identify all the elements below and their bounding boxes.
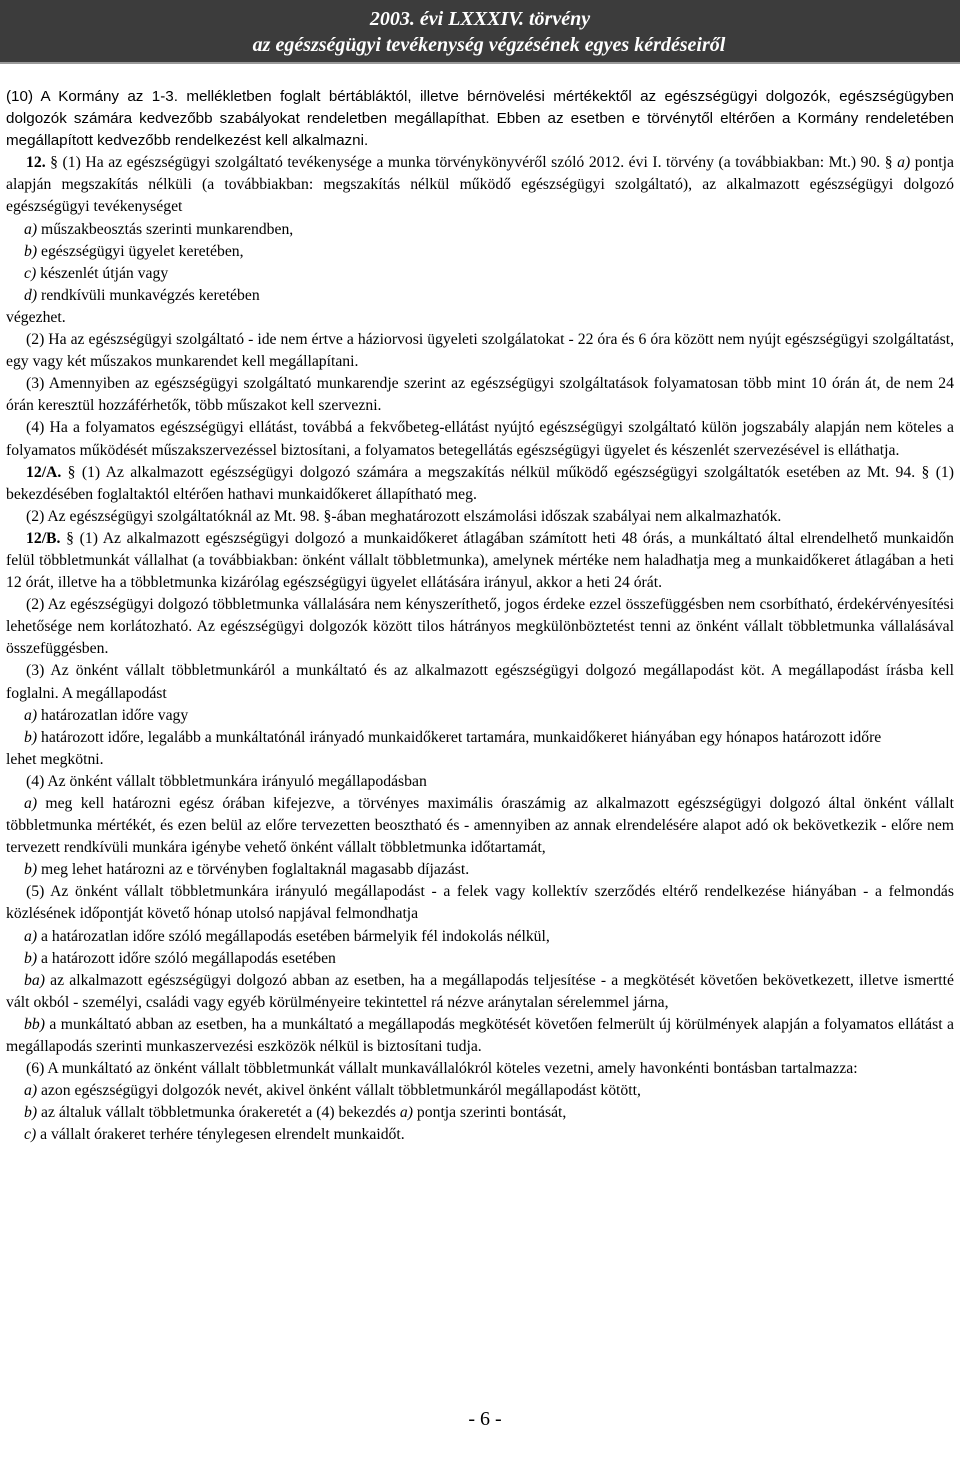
list-item-label: ba) [24,971,45,989]
list-item-text: határozatlan időre vagy [37,706,189,724]
list-item [6,285,954,307]
list-item [6,219,954,241]
list-item-label: a) [24,706,38,724]
section-12b-para-3: (3) Az önként vállalt többletmunkáról a munkáltató és az alkalmazott egészségügyi dolgozó megállapodást köt. A megállapodást írásba kell foglalni. A megállapodást [6,662,954,702]
section-12-text: § (1) Ha az egészségügyi szolgáltató tevékenysége a munka törvénykönyvéről szóló 2012. évi I. törvény (a továbbiakban: Mt.) 90. § [45,154,898,172]
list-item [6,926,954,948]
section-12-para-4: (4) Ha a folyamatos egészségügyi ellátást, továbbá a fekvőbeteg-ellátást nyújtó egészségügyi szolgáltató külön jogszabály alapján nem köteles a folyamatos működését műszakszervezéssel biztosítani, a folyamatos betegellátás egészségügyi ügyelet és készenlét szervezésével is elláthatja. [6,419,954,459]
document-header [0,0,960,62]
list-item-label: a) [24,220,38,238]
list-item-label: b) [24,861,38,879]
section-12b-para-5: (5) Az önként vállalt többletmunkára irányuló megállapodást - a felek vagy kollektív szerződés eltérő rendelkezése hiányában - a felmondás közlésének időpontját követő hónap utolsó napjával felmondhatja [6,883,954,923]
list-item [6,1080,954,1102]
list-item-label: a) [24,1082,38,1100]
section-12-para-1 [6,152,954,218]
list-item-label: c) [24,1126,37,1144]
list-item-text: készenlét útján vagy [36,264,169,282]
paragraph-10-text-cont: Ebben az esetben e törvénytől eltérően a Kormány rendeletében megállapított kedvezőbb rendelkezést kell alkalmazni. [6,110,955,150]
list-item-text: a munkáltató abban az esetben, ha a munkáltató a megállapodás megkötését követően felmerült új körülmények alapján a folyamatos ellátást a megállapodás szerinti munkaszervezési eszközök nélkül is biztosítani tudja. [6,1015,954,1056]
list-item-text-cont: pontja szerinti bontását, [412,1104,567,1122]
list-item [6,705,954,727]
list-item-text: a vállalt órakeret terhére ténylegesen elrendelt munkaidőt. [36,1126,405,1144]
list-item-label: b) [24,949,38,967]
list-item [6,859,954,881]
list-item-text: rendkívüli munkavégzés keretében [37,286,260,304]
list-item-text: az általuk vállalt többletmunka órakeretét a (4) bekezdés [37,1104,400,1122]
list-item-text: egészségügyi ügyelet keretében, [37,242,244,260]
paragraph-10-text: (10) A Kormány az 1-3. mellékletben foglalt bértábláktól, illetve bérnövelési mértékektől az egészségügyi dolgozók, egészségügyben dolgozók számára kedvezőbb szabályokat rendeletben megállapíthat. [6,88,954,128]
document-body [6,86,954,1147]
section-12-para-3: (3) Amennyiben az egészségügyi szolgáltató munkarendje szerint az egészségügyi szolgáltatások folyamatosan több mint 10 órán át, de nem 24 órán keresztül hozzáférhetők, több műszakot kell szervezni. [6,375,954,415]
section-12a-para-2: (2) Az egészségügyi szolgáltatóknál az Mt. 98. §-ában meghatározott elszámolási időszak szabályai nem alkalmazhatók. [26,507,782,525]
section-12a-number: 12/A. [26,463,62,481]
list-item-label: c) [24,264,37,282]
section-12-closing: végezhet. [6,308,66,326]
list-item-label: b) [24,242,38,260]
section-12b-para-2: (2) Az egészségügyi dolgozó többletmunka vállalására nem kényszeríthető, jogos érdeke ezzel összefüggésben nem csorbítható, érdekérvényesítési lehetősége nem korlátozható. Az egészségügyi dolgozók között tilos hátrányos megkülönböztetést tenni az önként vállalt többletmunka vállalásával összefüggésben. [6,596,954,658]
list-item-text: meg lehet határozni az e törvényben foglaltaknál magasabb díjazást. [37,861,470,879]
header-law-title: 2003. évi LXXXIV. törvény [369,8,591,30]
section-12b-para-1 [6,528,954,594]
list-item [6,1124,954,1146]
section-12-number: 12. [26,154,46,172]
list-item-label: a) [24,927,38,945]
list-item-text: meg kell határozni egész órában kifejezve, a törvényes maximális óraszámig az alkalmazott egészségügyi dolgozó által önként vállalt többletmunka mértékét, és ezen belül az előre tervezetten beosztható és - amennyiben az annak elrendelésére alapot adó ok bekövetkezik - előre nem tervezett rendkívüli munkára igénybe vehető önként vállalt többletmunka időtartamát, [6,795,954,857]
section-12b-para-6: (6) A munkáltató az önként vállalt többletmunkát vállalt munkavállalókról köteles vezetni, amely havonkénti bontásban tartalmazza: [26,1060,858,1078]
page-number: - 6 - [468,1408,502,1430]
list-item-text: a határozott időre szóló megállapodás esetében [37,949,336,967]
list-item-text: határozott időre, legalább a munkáltatónál irányadó munkaidőkeret tartamára, munkaidőkeret hiányában egy hónapos határozott időre [37,728,882,746]
section-12-text-cont: pontja alapján megszakítás nélküli (a továbbiakban: megszakítás nélkül működő egészségügyi szolgáltató), az alkalmazott egészségügyi dolgozó egészségügyi tevékenységet [6,154,954,216]
list-item [6,1102,954,1124]
section-12b-text: § (1) Az alkalmazott egészségügyi dolgozó a munkaidőkeret átlagában számított heti 48 órás, a munkáltató által elrendelhető munkaidőn felül többletmunkát vállalhat (a továbbiakban: önként vállalt többletmunka), amelynek mértéke nem haladhatja meg a munkaidőkeret átlagában a heti 12 órát, illetve ha a többletmunka kizárólag egészségügyi ügyelet ellátására irányul, akkor a heti 24 órát. [6,529,954,592]
list-item-label: a) [24,795,38,812]
list-item-text: a határozatlan időre szóló megállapodás esetében bármelyik fél indokolás nélkül, [37,927,550,945]
section-12-point-ref: a) [897,154,911,172]
list-item-label: b) [24,1104,38,1122]
header-divider [0,62,960,64]
section-12-para-2: (2) Ha az egészségügyi szolgáltató - ide nem értve a háziorvosi ügyeleti szolgálatokat - 22 óra és 6 óra között nem nyújt egészségügyi szolgáltatást, egy vagy két műszakos munkarendet kell megállapítani. [6,331,954,371]
list-item [6,727,954,749]
paragraph-10 [6,86,954,152]
list-item-text: azon egészségügyi dolgozók nevét, akivel önként vállalt többletmunkáról megállapodást kötött, [37,1082,641,1100]
list-item-label: d) [24,286,38,304]
list-item-label: bb) [24,1015,45,1033]
list-item-label: b) [24,728,38,746]
list-item-text: műszakbeosztás szerinti munkarendben, [37,220,294,238]
section-12b-para-4: (4) Az önként vállalt többletmunkára irányuló megállapodásban [26,772,427,790]
section-12a-para-1 [6,462,954,506]
list-item-point-ref: a) [399,1104,413,1122]
list-item [6,263,954,285]
section-12a-text: § (1) Az alkalmazott egészségügyi dolgozó számára a megszakítás nélkül működő egészségügyi szolgáltatók esetében az Mt. 94. § (1) bekezdésében foglaltaktól eltérően hathavi munkaidőkeret állapítható meg. [6,463,954,503]
list-item [6,241,954,263]
section-12b-para-3-closing: lehet megkötni. [6,750,104,768]
header-law-subject: az egészségügyi tevékenység végzésének egyes kérdéseiről [252,34,726,56]
section-12b-number: 12/B. [26,529,61,547]
list-item [6,1014,954,1058]
list-item [6,793,954,859]
list-item-text: az alkalmazott egészségügyi dolgozó abban az esetben, ha a megállapodás teljesítése - a megkötését követően bekövetkezett, illetve ismertté vált okból - személyi, családi vagy egyéb körülményeire tekintettel rá nézve aránytalan sérelemmel járna, [6,971,954,1011]
list-item [6,970,954,1014]
list-item [6,948,954,970]
